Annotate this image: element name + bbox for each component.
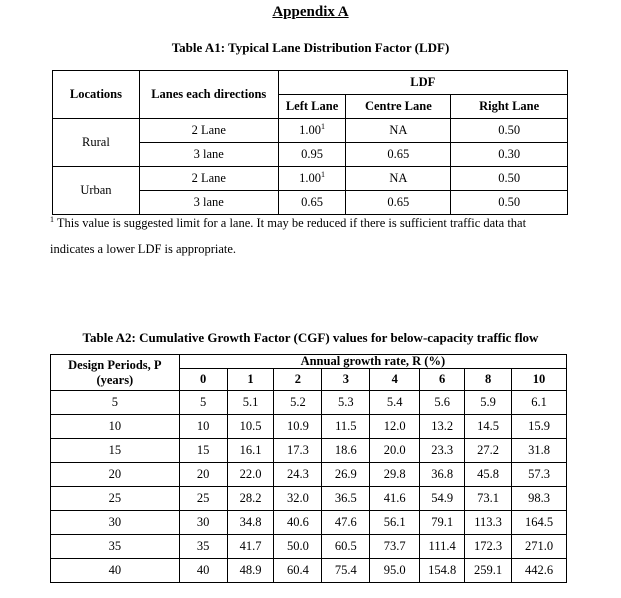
cgf-value-cell: 34.8 (227, 511, 274, 535)
appendix-title: Appendix A (272, 4, 349, 20)
footnote: $^1$ This value is suggested limit for a lane. It may be reduced if there is sufficient traffic data that (50, 215, 527, 230)
cgf-value-cell: 20.0 (370, 439, 420, 463)
table-row (51, 559, 567, 583)
cgf-value-cell: 26.9 (322, 463, 370, 487)
cgf-value-cell: 10 (179, 415, 227, 439)
right-lane-cell: 0.50 (451, 191, 568, 215)
cgf-value-cell: 75.4 (322, 559, 370, 583)
cgf-value-cell: 27.2 (465, 439, 512, 463)
cgf-value-cell: 57.3 (512, 463, 567, 487)
header-rate: 10 (512, 369, 567, 391)
header-lanes: Lanes each directions (139, 71, 278, 119)
design-period-cell: 20 (51, 463, 180, 487)
cgf-value-cell: 154.8 (420, 559, 465, 583)
left-lane-cell: 1.00$^1$ (278, 167, 346, 191)
ldf-table (52, 70, 568, 215)
cgf-value-cell: 5 (179, 391, 227, 415)
cgf-value-cell: 31.8 (512, 439, 567, 463)
cgf-value-cell: 41.7 (227, 535, 274, 559)
cgf-value-cell: 50.0 (274, 535, 322, 559)
cgf-value-cell: 48.9 (227, 559, 274, 583)
cgf-value-cell: 259.1 (465, 559, 512, 583)
cgf-value-cell: 18.6 (322, 439, 370, 463)
cgf-value-cell: 22.0 (227, 463, 274, 487)
centre-lane-cell: NA (346, 167, 451, 191)
cgf-value-cell: 164.5 (512, 511, 567, 535)
header-centre-lane: Centre Lane (346, 95, 451, 119)
left-lane-cell: 0.95 (278, 143, 346, 167)
cgf-value-cell: 6.1 (512, 391, 567, 415)
cgf-value-cell: 54.9 (420, 487, 465, 511)
table-row (51, 391, 567, 415)
header-left-lane: Left Lane (278, 95, 346, 119)
cgf-value-cell: 17.3 (274, 439, 322, 463)
cgf-value-cell: 5.3 (322, 391, 370, 415)
header-rate: 3 (322, 369, 370, 391)
right-lane-cell: 0.50 (451, 119, 568, 143)
table-row (51, 535, 567, 559)
left-lane-cell: 1.00$^1$ (278, 119, 346, 143)
cgf-value-cell: 5.2 (274, 391, 322, 415)
centre-lane-cell: NA (346, 119, 451, 143)
right-lane-cell: 0.50 (451, 167, 568, 191)
cgf-value-cell: 79.1 (420, 511, 465, 535)
cgf-value-cell: 73.1 (465, 487, 512, 511)
header-rate: 2 (274, 369, 322, 391)
cgf-value-cell: 5.1 (227, 391, 274, 415)
cgf-value-cell: 15 (179, 439, 227, 463)
header-right-lane: Right Lane (451, 95, 568, 119)
cgf-value-cell: 73.7 (370, 535, 420, 559)
header-rate: 4 (370, 369, 420, 391)
cgf-value-cell: 23.3 (420, 439, 465, 463)
cgf-table (50, 354, 567, 583)
cgf-value-cell: 5.6 (420, 391, 465, 415)
lanes-cell: 2 Lane (139, 167, 278, 191)
cgf-value-cell: 14.5 (465, 415, 512, 439)
cgf-value-cell: 60.5 (322, 535, 370, 559)
lanes-cell: 3 lane (139, 143, 278, 167)
table-row (51, 463, 567, 487)
right-lane-cell: 0.30 (451, 143, 568, 167)
cgf-value-cell: 271.0 (512, 535, 567, 559)
cgf-value-cell: 36.5 (322, 487, 370, 511)
design-period-cell: 15 (51, 439, 180, 463)
table-a2-caption: Table A2: Cumulative Growth Factor (CGF) values for below-capacity traffic flow (82, 330, 539, 345)
cgf-value-cell: 41.6 (370, 487, 420, 511)
cgf-value-cell: 11.5 (322, 415, 370, 439)
header-ldf: LDF (278, 71, 567, 95)
cgf-value-cell: 16.1 (227, 439, 274, 463)
design-period-cell: 5 (51, 391, 180, 415)
cgf-value-cell: 10.9 (274, 415, 322, 439)
design-period-cell: 25 (51, 487, 180, 511)
header-rate: 8 (465, 369, 512, 391)
cgf-value-cell: 47.6 (322, 511, 370, 535)
cgf-value-cell: 56.1 (370, 511, 420, 535)
cgf-value-cell: 28.2 (227, 487, 274, 511)
cgf-value-cell: 98.3 (512, 487, 567, 511)
lanes-cell: 3 lane (139, 191, 278, 215)
table-row (51, 511, 567, 535)
table-row (51, 487, 567, 511)
cgf-value-cell: 45.8 (465, 463, 512, 487)
header-rate: 1 (227, 369, 274, 391)
header-design-periods: Design Periods, P (years) (51, 355, 180, 391)
cgf-value-cell: 40.6 (274, 511, 322, 535)
table-row (53, 119, 568, 143)
cgf-value-cell: 36.8 (420, 463, 465, 487)
cgf-value-cell: 60.4 (274, 559, 322, 583)
table-row (53, 167, 568, 191)
cgf-value-cell: 24.3 (274, 463, 322, 487)
cgf-value-cell: 30 (179, 511, 227, 535)
header-annual-growth-rate: Annual growth rate, R (%) (179, 355, 566, 369)
footnote-continued: indicates a lower LDF is appropriate. (50, 242, 237, 256)
cgf-value-cell: 29.8 (370, 463, 420, 487)
cgf-value-cell: 172.3 (465, 535, 512, 559)
table-a1-caption: Table A1: Typical Lane Distribution Factor (LDF) (171, 40, 450, 55)
cgf-value-cell: 20 (179, 463, 227, 487)
header-locations: Locations (53, 71, 140, 119)
cgf-value-cell: 40 (179, 559, 227, 583)
cgf-value-cell: 111.4 (420, 535, 465, 559)
header-rate: 6 (420, 369, 465, 391)
left-lane-cell: 0.65 (278, 191, 346, 215)
centre-lane-cell: 0.65 (346, 191, 451, 215)
table-row (51, 415, 567, 439)
cgf-value-cell: 5.9 (465, 391, 512, 415)
cgf-value-cell: 442.6 (512, 559, 567, 583)
cgf-value-cell: 32.0 (274, 487, 322, 511)
cgf-value-cell: 12.0 (370, 415, 420, 439)
location-cell: Rural (53, 119, 140, 167)
location-cell: Urban (53, 167, 140, 215)
design-period-cell: 30 (51, 511, 180, 535)
cgf-value-cell: 35 (179, 535, 227, 559)
table-row (51, 439, 567, 463)
centre-lane-cell: 0.65 (346, 143, 451, 167)
header-rate: 0 (179, 369, 227, 391)
lanes-cell: 2 Lane (139, 119, 278, 143)
design-period-cell: 10 (51, 415, 180, 439)
cgf-value-cell: 95.0 (370, 559, 420, 583)
cgf-value-cell: 5.4 (370, 391, 420, 415)
design-period-cell: 35 (51, 535, 180, 559)
cgf-value-cell: 113.3 (465, 511, 512, 535)
cgf-value-cell: 10.5 (227, 415, 274, 439)
cgf-value-cell: 13.2 (420, 415, 465, 439)
cgf-value-cell: 15.9 (512, 415, 567, 439)
cgf-value-cell: 25 (179, 487, 227, 511)
design-period-cell: 40 (51, 559, 180, 583)
